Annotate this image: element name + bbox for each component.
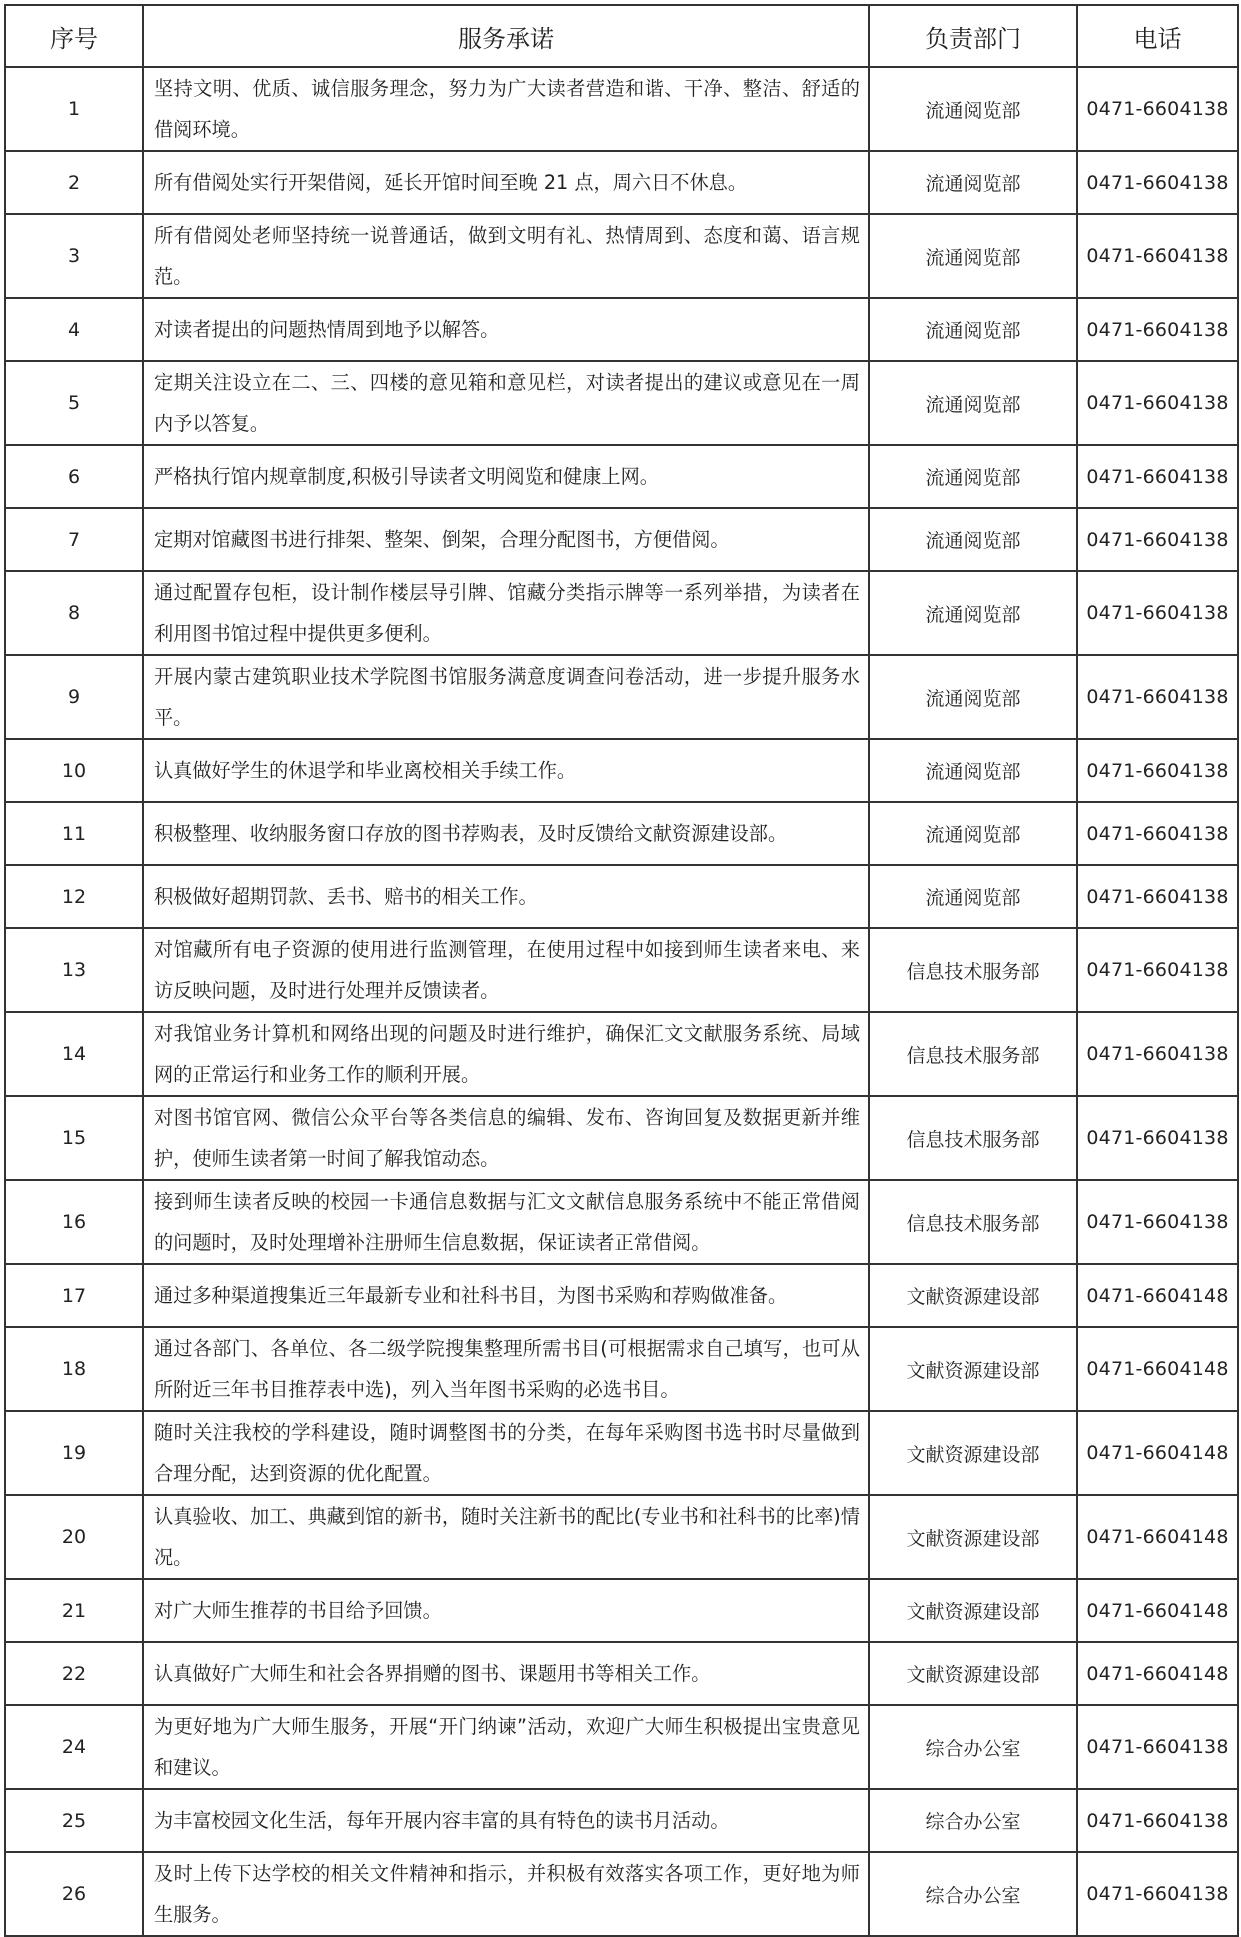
row-promise: 定期对馆藏图书进行排架、整架、倒架，合理分配图书，方便借阅。: [143, 508, 869, 571]
row-dept: 流通阅览部: [869, 865, 1077, 928]
table-row: [5, 298, 1238, 361]
row-no: 26: [5, 1852, 143, 1936]
row-promise: 对我馆业务计算机和网络出现的问题及时进行维护，确保汇文文献服务系统、局域网的正常运行和业务工作的顺利开展。: [143, 1012, 869, 1096]
row-promise: 及时上传下达学校的相关文件精神和指示，并积极有效落实各项工作，更好地为师生服务。: [143, 1852, 869, 1936]
row-no: 11: [5, 802, 143, 865]
row-promise: 积极做好超期罚款、丢书、赔书的相关工作。: [143, 865, 869, 928]
row-tel: 0471-6604148: [1077, 1327, 1238, 1411]
row-dept: 流通阅览部: [869, 802, 1077, 865]
row-dept: 流通阅览部: [869, 298, 1077, 361]
row-dept: 文献资源建设部: [869, 1579, 1077, 1642]
row-tel: 0471-6604138: [1077, 739, 1238, 802]
row-tel: 0471-6604138: [1077, 67, 1238, 151]
row-promise: 严格执行馆内规章制度,积极引导读者文明阅览和健康上网。: [143, 445, 869, 508]
row-promise: 坚持文明、优质、诚信服务理念，努力为广大读者营造和谐、干净、整洁、舒适的借阅环境。: [143, 67, 869, 151]
row-no: 19: [5, 1411, 143, 1495]
row-dept: 流通阅览部: [869, 571, 1077, 655]
row-dept: 文献资源建设部: [869, 1495, 1077, 1579]
row-tel: 0471-6604138: [1077, 1096, 1238, 1180]
row-dept: 文献资源建设部: [869, 1327, 1077, 1411]
row-dept: 流通阅览部: [869, 655, 1077, 739]
table-row: [5, 1180, 1238, 1264]
table-row: [5, 655, 1238, 739]
row-promise: 定期关注设立在二、三、四楼的意见箱和意见栏，对读者提出的建议或意见在一周内予以答复。: [143, 361, 869, 445]
row-promise: 认真验收、加工、典藏到馆的新书，随时关注新书的配比(专业书和社科书的比率)情况。: [143, 1495, 869, 1579]
row-promise: 认真做好广大师生和社会各界捐赠的图书、课题用书等相关工作。: [143, 1642, 869, 1705]
row-promise: 为丰富校园文化生活，每年开展内容丰富的具有特色的读书月活动。: [143, 1789, 869, 1852]
row-tel: 0471-6604138: [1077, 1852, 1238, 1936]
row-no: 22: [5, 1642, 143, 1705]
row-dept: 文献资源建设部: [869, 1264, 1077, 1327]
header-row: [5, 5, 1238, 67]
row-no: 10: [5, 739, 143, 802]
row-tel: 0471-6604138: [1077, 1180, 1238, 1264]
row-tel: 0471-6604148: [1077, 1579, 1238, 1642]
row-dept: 文献资源建设部: [869, 1642, 1077, 1705]
row-dept: 流通阅览部: [869, 361, 1077, 445]
row-promise: 随时关注我校的学科建设，随时调整图书的分类，在每年采购图书选书时尽量做到合理分配，达到资源的优化配置。: [143, 1411, 869, 1495]
row-tel: 0471-6604148: [1077, 1642, 1238, 1705]
row-promise: 为更好地为广大师生服务，开展“开门纳谏”活动，欢迎广大师生积极提出宝贵意见和建议。: [143, 1705, 869, 1789]
service-promise-table: [4, 4, 1239, 1937]
row-no: 18: [5, 1327, 143, 1411]
row-no: 17: [5, 1264, 143, 1327]
row-no: 21: [5, 1579, 143, 1642]
table-row: [5, 1264, 1238, 1327]
table-row: [5, 1495, 1238, 1579]
row-promise: 通过多种渠道搜集近三年最新专业和社科书目，为图书采购和荐购做准备。: [143, 1264, 869, 1327]
row-no: 2: [5, 151, 143, 214]
row-no: 4: [5, 298, 143, 361]
row-promise: 对图书馆官网、微信公众平台等各类信息的编辑、发布、咨询回复及数据更新并维护，使师生读者第一时间了解我馆动态。: [143, 1096, 869, 1180]
row-dept: 信息技术服务部: [869, 1180, 1077, 1264]
table-row: [5, 928, 1238, 1012]
row-tel: 0471-6604138: [1077, 298, 1238, 361]
table-row: [5, 361, 1238, 445]
row-tel: 0471-6604138: [1077, 361, 1238, 445]
row-dept: 综合办公室: [869, 1852, 1077, 1936]
table-row: [5, 1579, 1238, 1642]
table-row: [5, 1642, 1238, 1705]
row-promise: 通过各部门、各单位、各二级学院搜集整理所需书目(可根据需求自己填写，也可从所附近三年书目推荐表中选)，列入当年图书采购的必选书目。: [143, 1327, 869, 1411]
row-tel: 0471-6604148: [1077, 1411, 1238, 1495]
table-row: [5, 1327, 1238, 1411]
row-tel: 0471-6604138: [1077, 1789, 1238, 1852]
row-tel: 0471-6604138: [1077, 214, 1238, 298]
header-promise: 服务承诺: [143, 5, 869, 67]
row-tel: 0471-6604138: [1077, 445, 1238, 508]
row-no: 7: [5, 508, 143, 571]
header-no: 序号: [5, 5, 143, 67]
row-promise: 对馆藏所有电子资源的使用进行监测管理，在使用过程中如接到师生读者来电、来访反映问题，及时进行处理并反馈读者。: [143, 928, 869, 1012]
table-row: [5, 802, 1238, 865]
table-row: [5, 1096, 1238, 1180]
row-no: 20: [5, 1495, 143, 1579]
row-dept: 信息技术服务部: [869, 928, 1077, 1012]
table-row: [5, 214, 1238, 298]
row-tel: 0471-6604138: [1077, 655, 1238, 739]
row-promise: 接到师生读者反映的校园一卡通信息数据与汇文文献信息服务系统中不能正常借阅的问题时，及时处理增补注册师生信息数据，保证读者正常借阅。: [143, 1180, 869, 1264]
table-row: [5, 571, 1238, 655]
row-no: 12: [5, 865, 143, 928]
row-dept: 文献资源建设部: [869, 1411, 1077, 1495]
table-row: [5, 1705, 1238, 1789]
row-promise: 所有借阅处老师坚持统一说普通话，做到文明有礼、热情周到、态度和蔼、语言规范。: [143, 214, 869, 298]
row-tel: 0471-6604138: [1077, 1705, 1238, 1789]
header-dept: 负责部门: [869, 5, 1077, 67]
row-tel: 0471-6604138: [1077, 571, 1238, 655]
row-no: 3: [5, 214, 143, 298]
row-tel: 0471-6604138: [1077, 151, 1238, 214]
table-row: [5, 865, 1238, 928]
row-tel: 0471-6604138: [1077, 802, 1238, 865]
table-row: [5, 445, 1238, 508]
table-row: [5, 739, 1238, 802]
row-dept: 流通阅览部: [869, 508, 1077, 571]
row-no: 9: [5, 655, 143, 739]
row-no: 6: [5, 445, 143, 508]
row-no: 15: [5, 1096, 143, 1180]
row-dept: 信息技术服务部: [869, 1096, 1077, 1180]
row-promise: 所有借阅处实行开架借阅，延长开馆时间至晚 21 点，周六日不休息。: [143, 151, 869, 214]
row-dept: 流通阅览部: [869, 214, 1077, 298]
row-promise: 开展内蒙古建筑职业技术学院图书馆服务满意度调查问卷活动，进一步提升服务水平。: [143, 655, 869, 739]
row-promise: 对广大师生推荐的书目给予回馈。: [143, 1579, 869, 1642]
row-promise: 认真做好学生的休退学和毕业离校相关手续工作。: [143, 739, 869, 802]
row-promise: 积极整理、收纳服务窗口存放的图书荐购表，及时反馈给文献资源建设部。: [143, 802, 869, 865]
table-row: [5, 1789, 1238, 1852]
row-no: 14: [5, 1012, 143, 1096]
table-row: [5, 1411, 1238, 1495]
row-dept: 流通阅览部: [869, 151, 1077, 214]
row-dept: 流通阅览部: [869, 739, 1077, 802]
row-dept: 流通阅览部: [869, 67, 1077, 151]
row-no: 16: [5, 1180, 143, 1264]
table-row: [5, 151, 1238, 214]
table-row: [5, 1012, 1238, 1096]
row-tel: 0471-6604148: [1077, 1495, 1238, 1579]
row-no: 1: [5, 67, 143, 151]
table-row: [5, 67, 1238, 151]
row-tel: 0471-6604138: [1077, 508, 1238, 571]
row-dept: 流通阅览部: [869, 445, 1077, 508]
row-tel: 0471-6604138: [1077, 928, 1238, 1012]
table-row: [5, 508, 1238, 571]
row-tel: 0471-6604138: [1077, 1012, 1238, 1096]
row-no: 24: [5, 1705, 143, 1789]
row-tel: 0471-6604148: [1077, 1264, 1238, 1327]
row-promise: 对读者提出的问题热情周到地予以解答。: [143, 298, 869, 361]
table-row: [5, 1852, 1238, 1936]
row-no: 8: [5, 571, 143, 655]
row-no: 5: [5, 361, 143, 445]
header-tel: 电话: [1077, 5, 1238, 67]
row-dept: 信息技术服务部: [869, 1012, 1077, 1096]
row-promise: 通过配置存包柜，设计制作楼层导引牌、馆藏分类指示牌等一系列举措，为读者在利用图书馆过程中提供更多便利。: [143, 571, 869, 655]
row-no: 13: [5, 928, 143, 1012]
row-tel: 0471-6604138: [1077, 865, 1238, 928]
row-dept: 综合办公室: [869, 1705, 1077, 1789]
row-no: 25: [5, 1789, 143, 1852]
row-dept: 综合办公室: [869, 1789, 1077, 1852]
